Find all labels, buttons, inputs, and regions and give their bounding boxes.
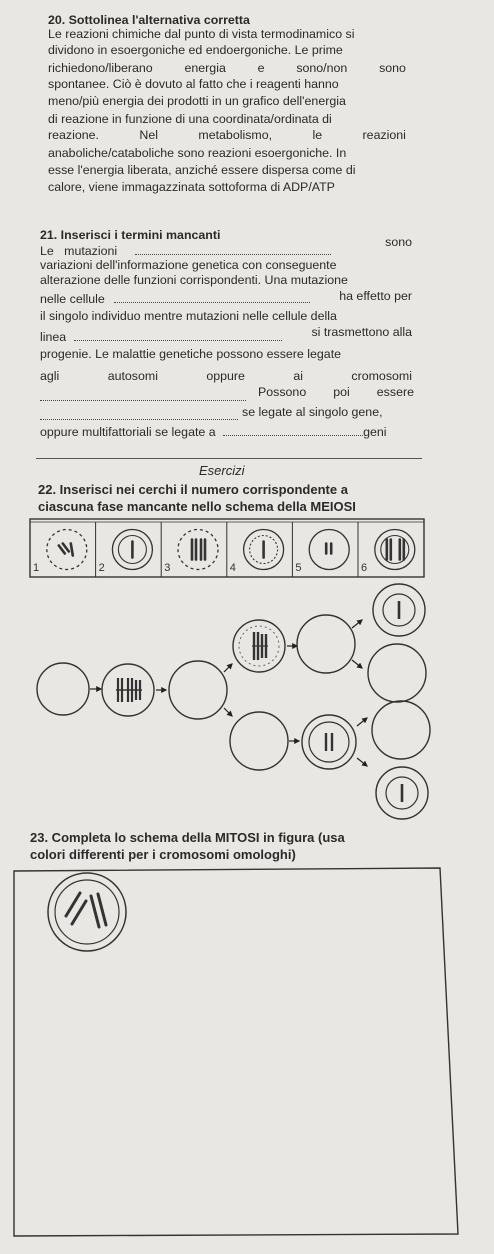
q20-line: anaboliche/cataboliche sono reazioni esoergoniche. In bbox=[48, 146, 347, 160]
mitosis-drawing-box[interactable] bbox=[14, 868, 458, 1236]
phase-number: 2 bbox=[98, 562, 105, 574]
phase-number: 5 bbox=[295, 562, 302, 574]
phase-number: 1 bbox=[33, 562, 40, 574]
q21-line-11: oppure multifattoriali se legate a geni bbox=[40, 425, 387, 439]
meiosis-empty-circle[interactable] bbox=[230, 712, 288, 770]
q21-line-1: Le mutazioni sono bbox=[40, 235, 412, 258]
q20-line: di reazione in funzione di una coordinata/ordinata di bbox=[48, 112, 332, 126]
meiosis-cell-metaphase bbox=[233, 620, 285, 672]
meiosis-phase-cell-1 bbox=[33, 530, 87, 575]
meiosis-phase-cell-6 bbox=[358, 522, 415, 577]
meiosis-cell-daughter-2 bbox=[376, 767, 428, 819]
q21-line-9: Possono poi essere bbox=[258, 385, 414, 399]
meiosis-empty-circle[interactable] bbox=[372, 701, 430, 759]
q21-line-7: progenie. Le malattie genetiche possono essere legate bbox=[40, 347, 342, 361]
q20-line: esse l'energia liberata, anziché essere dispersa come di bbox=[48, 163, 356, 177]
meiosis-empty-circle[interactable] bbox=[169, 661, 227, 719]
phase-number: 4 bbox=[229, 562, 236, 574]
meiosis-empty-circle[interactable] bbox=[297, 615, 355, 673]
meiosis-empty-circle[interactable] bbox=[37, 663, 89, 715]
phase-number: 3 bbox=[164, 562, 171, 574]
q21-line-6: linea si trasmettono alla bbox=[40, 325, 412, 344]
q21-line-4: nelle cellule ha effetto per bbox=[40, 289, 412, 306]
q20-title: 20. Sottolinea l'alternativa corretta bbox=[48, 13, 250, 27]
q21-line-2: variazioni dell'informazione genetica con conseguente bbox=[40, 258, 337, 272]
q20-line: richiedono/liberano energia e sono/non sono bbox=[48, 61, 406, 75]
meiosis-diagram bbox=[37, 584, 430, 819]
q22-title-line-1: 22. Inserisci nei cerchi il numero corrispondente a bbox=[38, 482, 348, 497]
q21-title: 21. Inserisci i termini mancanti bbox=[40, 228, 221, 242]
q21-line-3: alterazione delle funzioni corrispondenti. Una mutazione bbox=[40, 273, 348, 287]
meiosis-phase-cell-3 bbox=[161, 522, 218, 577]
q23-title-line-2: colori differenti per i cromosomi omologhi) bbox=[30, 847, 296, 862]
meiosis-cell-daughter-1 bbox=[373, 584, 425, 636]
q20-line: Le reazioni chimiche dal punto di vista termodinamico si bbox=[48, 27, 355, 41]
meiosis-cell-chromosomes bbox=[102, 664, 154, 716]
q20-line: dividono in esoergoniche ed endoergoniche. Le prime bbox=[48, 43, 343, 57]
mitosis-start-cell bbox=[48, 873, 126, 951]
q20-line: spontanee. Ciò è dovuto al fatto che i reagenti hanno bbox=[48, 77, 339, 91]
meiosis-cell-anaphase bbox=[302, 715, 356, 769]
meiosis-empty-circle[interactable] bbox=[368, 644, 426, 702]
q22-title-line-2: ciascuna fase mancante nello schema della MEIOSI bbox=[38, 499, 356, 514]
q20-line: calore, viene immagazzinata sottoforma di ADP/ATP bbox=[48, 180, 335, 194]
meiosis-phase-cell-5 bbox=[292, 522, 349, 577]
q21-line-10: se legate al singolo gene, bbox=[242, 405, 383, 419]
meiosis-phase-cell-2 bbox=[96, 522, 153, 577]
phase-number: 6 bbox=[361, 562, 368, 574]
q23-title-line-1: 23. Completa lo schema della MITOSI in figura (usa bbox=[30, 830, 345, 845]
section-title: Esercizi bbox=[199, 463, 245, 478]
q20-line: meno/più energia dei prodotti in un grafico dell'energia bbox=[48, 94, 346, 108]
meiosis-phase-cell-4 bbox=[227, 522, 284, 577]
q20-line: reazione. Nel metabolismo, le reazioni bbox=[48, 128, 406, 142]
q21-line-5: il singolo individuo mentre mutazioni nelle cellule della bbox=[40, 309, 337, 323]
q21-line-8: agli autosomi oppure ai cromosomi bbox=[40, 369, 412, 383]
